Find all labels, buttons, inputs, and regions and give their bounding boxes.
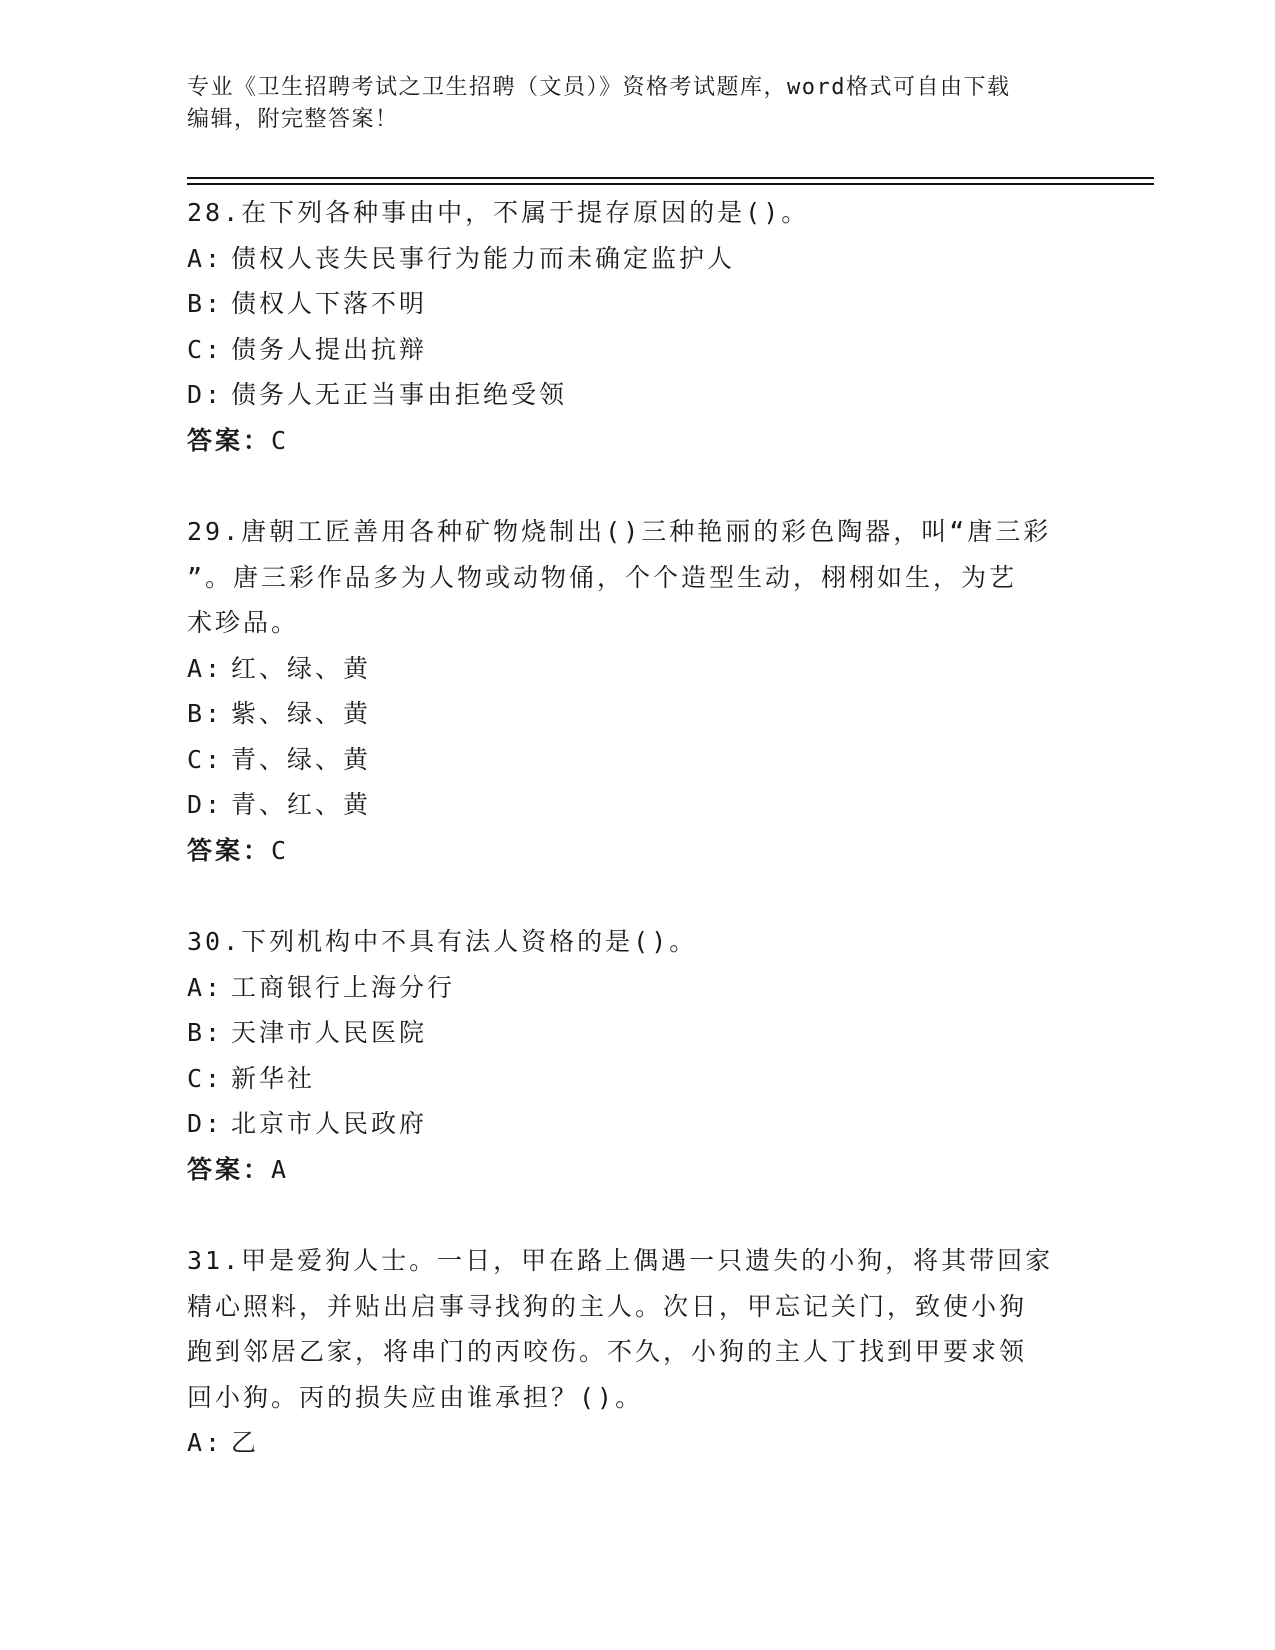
question-list [187,190,1087,1512]
question-stem: 30.下列机构中不具有法人资格的是()。 [187,927,698,956]
question-stem: ”。唐三彩作品多为人物或动物俑，个个造型生动，栩栩如生，为艺 [187,562,1018,592]
option-a [187,965,1087,1011]
option-c [187,737,1087,783]
option-label: A: [187,243,224,273]
header-line-2: 编辑，附完整答案！ [187,107,399,132]
question-stem: 29.唐朝工匠善用各种矿物烧制出()三种艳丽的彩色陶器，叫“唐三彩 [187,517,1052,546]
question-30 [187,919,1087,1192]
option-text: 红、绿、黄 [231,653,372,683]
option-label: B: [187,1018,224,1047]
option-label: C: [187,744,224,774]
option-a [187,236,1087,282]
option-text: 新华社 [231,1063,316,1093]
answer-line [187,1147,1087,1193]
option-b [187,1010,1087,1056]
question-stem: 术珍品。 [187,608,300,637]
question-stem: 跑到邻居乙家，将串门的丙咬伤。不久，小狗的主人丁找到甲要求领 [187,1337,1028,1366]
option-text: 债权人丧失民事行为能力而未确定监护人 [231,243,736,273]
option-text: 紫、绿、黄 [231,699,372,728]
question-stem: 回小狗。丙的损失应由谁承担？()。 [187,1382,644,1412]
option-text: 青、红、黄 [231,790,372,819]
option-b [187,691,1087,737]
option-text: 青、绿、黄 [231,744,372,774]
answer-label: 答案： [187,835,272,865]
option-text: 工商银行上海分行 [231,972,456,1002]
option-text: 债务人提出抗辩 [231,334,428,364]
question-stem: 精心照料，并贴出启事寻找狗的主人。次日，甲忘记关门，致使小狗 [187,1291,1028,1321]
question-31 [187,1238,1087,1466]
option-label: C: [187,334,224,364]
option-a [187,1420,1087,1466]
option-label: D: [187,380,224,409]
option-label: B: [187,289,224,318]
option-b [187,281,1087,327]
question-stem: 31.甲是爱狗人士。一日，甲在路上偶遇一只遗失的小狗，将其带回家 [187,1246,1054,1275]
option-text: 乙 [231,1428,260,1457]
option-d [187,1101,1087,1147]
option-c [187,327,1087,373]
header-line-1: 专业《卫生招聘考试之卫生招聘（文员）》资格考试题库，word格式可自由下载 [187,75,1011,100]
option-c [187,1056,1087,1102]
option-text: 天津市人民医院 [231,1018,428,1047]
option-a [187,646,1087,692]
question-29 [187,509,1087,873]
answer-value: C [271,425,290,455]
option-label: B: [187,699,224,728]
option-text: 债权人下落不明 [231,289,428,318]
option-d [187,782,1087,828]
header-divider-top [187,177,1154,179]
answer-value: C [271,835,290,865]
answer-label: 答案： [187,1154,272,1184]
option-label: A: [187,653,224,683]
document-header [187,72,1067,136]
answer-value: A [271,1154,290,1184]
question-stem: 28.在下列各种事由中，不属于提存原因的是()。 [187,198,810,227]
option-label: C: [187,1063,224,1093]
option-label: D: [187,790,224,819]
option-label: A: [187,1428,224,1457]
option-label: D: [187,1109,224,1138]
answer-line [187,418,1087,464]
question-28 [187,190,1087,463]
answer-line [187,828,1087,874]
option-text: 债务人无正当事由拒绝受领 [231,380,568,409]
header-divider-bottom [187,183,1154,185]
option-label: A: [187,972,224,1002]
answer-label: 答案： [187,425,272,455]
option-text: 北京市人民政府 [231,1109,428,1138]
option-d [187,372,1087,418]
